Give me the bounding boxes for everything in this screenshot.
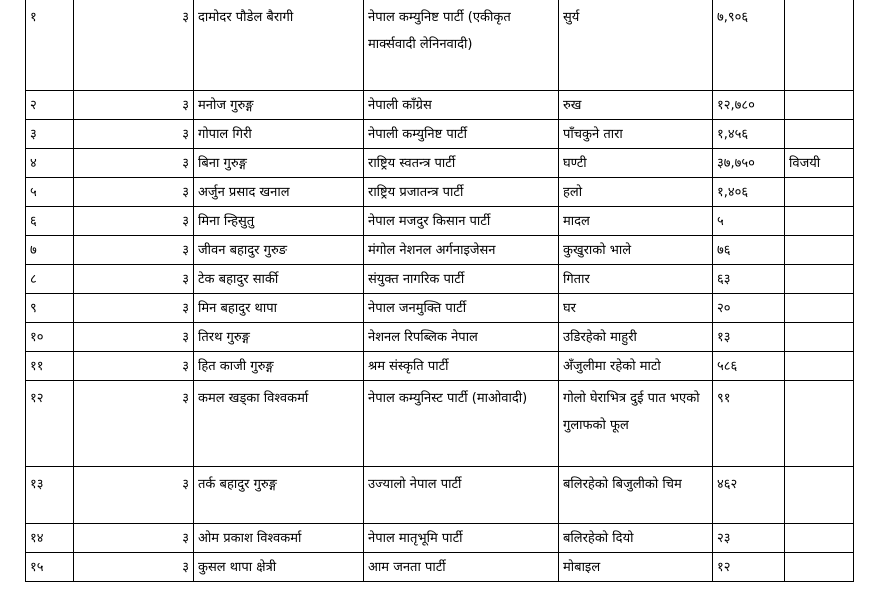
ward-cell: ३ (74, 381, 194, 467)
table-row (26, 381, 854, 467)
remark-cell (785, 265, 854, 294)
votes-cell: १२ (713, 553, 785, 582)
candidate-name-cell: बिना गुरुङ्ग (194, 149, 364, 178)
remark-cell (785, 0, 854, 91)
ward-cell: ३ (74, 207, 194, 236)
remark-cell (785, 352, 854, 381)
remark-cell (785, 323, 854, 352)
serial-number-cell: २ (26, 91, 74, 120)
ward-cell: ३ (74, 91, 194, 120)
serial-number-cell: ७ (26, 236, 74, 265)
election-symbol-cell: मादल (559, 207, 713, 236)
winner-remark-cell: विजयी (785, 149, 854, 178)
votes-cell: ७,९०६ (713, 0, 785, 91)
candidate-name-cell: हित काजी गुरुङ्ग (194, 352, 364, 381)
remark-cell (785, 236, 854, 265)
table-row (26, 91, 854, 120)
election-symbol-cell: रुख (559, 91, 713, 120)
table-row (26, 524, 854, 553)
election-symbol-cell: पाँचकुने तारा (559, 120, 713, 149)
table-row (26, 265, 854, 294)
candidate-name-cell: टेक बहादुर सार्की (194, 265, 364, 294)
table-row (26, 352, 854, 381)
candidate-name-cell: तर्क बहादुर गुरुङ्ग (194, 467, 364, 524)
ward-cell: ३ (74, 294, 194, 323)
party-cell: राष्ट्रिय प्रजातन्त्र पार्टी (364, 178, 559, 207)
votes-cell: २३ (713, 524, 785, 553)
party-cell: संयुक्त नागरिक पार्टी (364, 265, 559, 294)
votes-cell: ९१ (713, 381, 785, 467)
table-row (26, 178, 854, 207)
party-cell: नेपाल मातृभूमि पार्टी (364, 524, 559, 553)
ward-cell: ३ (74, 323, 194, 352)
ward-cell: ३ (74, 120, 194, 149)
serial-number-cell: १३ (26, 467, 74, 524)
serial-number-cell: ४ (26, 149, 74, 178)
remark-cell (785, 207, 854, 236)
ward-cell: ३ (74, 236, 194, 265)
votes-cell: १३ (713, 323, 785, 352)
serial-number-cell: १५ (26, 553, 74, 582)
remark-cell (785, 524, 854, 553)
ward-cell: ३ (74, 149, 194, 178)
ward-cell: ३ (74, 265, 194, 294)
table-row (26, 207, 854, 236)
remark-cell (785, 467, 854, 524)
election-symbol-cell: कुखुराको भाले (559, 236, 713, 265)
party-cell: नेपाल कम्युनिस्ट पार्टी (माओवादी) (364, 381, 559, 467)
serial-number-cell: १ (26, 0, 74, 91)
votes-cell: ३७,७५० (713, 149, 785, 178)
election-symbol-cell: सुर्य (559, 0, 713, 91)
candidate-name-cell: कुसल थापा क्षेत्री (194, 553, 364, 582)
party-cell: नेपाल मजदुर किसान पार्टी (364, 207, 559, 236)
election-symbol-cell: घर (559, 294, 713, 323)
serial-number-cell: ९ (26, 294, 74, 323)
party-cell: नेपाल कम्युनिष्ट पार्टी (एकीकृत मार्क्सवादी लेनिनवादी) (364, 0, 559, 91)
votes-cell: ५ (713, 207, 785, 236)
ward-cell: ३ (74, 524, 194, 553)
votes-cell: ६३ (713, 265, 785, 294)
candidate-name-cell: जीवन बहादुर गुरुङ (194, 236, 364, 265)
candidate-name-cell: गोपाल गिरी (194, 120, 364, 149)
serial-number-cell: ५ (26, 178, 74, 207)
votes-cell: ५८६ (713, 352, 785, 381)
party-cell: उज्यालो नेपाल पार्टी (364, 467, 559, 524)
ward-cell: ३ (74, 0, 194, 91)
election-symbol-cell: हलो (559, 178, 713, 207)
table-row (26, 236, 854, 265)
table-row (26, 323, 854, 352)
candidate-name-cell: दामोदर पौडेल बैरागी (194, 0, 364, 91)
votes-cell: ४६२ (713, 467, 785, 524)
serial-number-cell: ६ (26, 207, 74, 236)
party-cell: राष्ट्रिय स्वतन्त्र पार्टी (364, 149, 559, 178)
candidate-name-cell: मनोज गुरुङ्ग (194, 91, 364, 120)
candidate-name-cell: कमल खड्का विश्वकर्मा (194, 381, 364, 467)
table-row (26, 149, 854, 178)
candidate-name-cell: अर्जुन प्रसाद खनाल (194, 178, 364, 207)
party-cell: मंगोल नेशनल अर्गनाइजेसन (364, 236, 559, 265)
table-row (26, 553, 854, 582)
ward-cell: ३ (74, 178, 194, 207)
party-cell: नेपाल जनमुक्ति पार्टी (364, 294, 559, 323)
votes-cell: १,४०६ (713, 178, 785, 207)
ward-cell: ३ (74, 467, 194, 524)
candidate-name-cell: तिरथ गुरुङ्ग (194, 323, 364, 352)
candidate-name-cell: ओम प्रकाश विश्वकर्मा (194, 524, 364, 553)
remark-cell (785, 381, 854, 467)
candidate-results-table (25, 0, 854, 582)
serial-number-cell: ८ (26, 265, 74, 294)
serial-number-cell: १० (26, 323, 74, 352)
votes-cell: २० (713, 294, 785, 323)
remark-cell (785, 120, 854, 149)
remark-cell (785, 178, 854, 207)
ward-cell: ३ (74, 352, 194, 381)
serial-number-cell: ११ (26, 352, 74, 381)
remark-cell (785, 294, 854, 323)
remark-cell (785, 91, 854, 120)
election-symbol-cell: मोबाइल (559, 553, 713, 582)
table-row (26, 467, 854, 524)
serial-number-cell: ३ (26, 120, 74, 149)
remark-cell (785, 553, 854, 582)
election-symbol-cell: बलिरहेको बिजुलीको चिम (559, 467, 713, 524)
party-cell: आम जनता पार्टी (364, 553, 559, 582)
votes-cell: १,४५६ (713, 120, 785, 149)
candidate-name-cell: मिन बहादुर थापा (194, 294, 364, 323)
election-symbol-cell: उडिरहेको माहुरी (559, 323, 713, 352)
table-row (26, 294, 854, 323)
election-symbol-cell: अँजुलीमा रहेको माटो (559, 352, 713, 381)
ward-cell: ३ (74, 553, 194, 582)
election-symbol-cell: बलिरहेको दियो (559, 524, 713, 553)
party-cell: नेपाली काँग्रेस (364, 91, 559, 120)
election-symbol-cell: गितार (559, 265, 713, 294)
table-row (26, 0, 854, 91)
candidate-name-cell: मिना न्हिसुतु (194, 207, 364, 236)
votes-cell: ७६ (713, 236, 785, 265)
election-symbol-cell: गोलो घेराभित्र दुई पात भएको गुलाफको फूल (559, 381, 713, 467)
serial-number-cell: १२ (26, 381, 74, 467)
serial-number-cell: १४ (26, 524, 74, 553)
party-cell: नेशनल रिपब्लिक नेपाल (364, 323, 559, 352)
party-cell: नेपाली कम्युनिष्ट पार्टी (364, 120, 559, 149)
table-row (26, 120, 854, 149)
election-symbol-cell: घण्टी (559, 149, 713, 178)
votes-cell: १२,७८० (713, 91, 785, 120)
party-cell: श्रम संस्कृति पार्टी (364, 352, 559, 381)
